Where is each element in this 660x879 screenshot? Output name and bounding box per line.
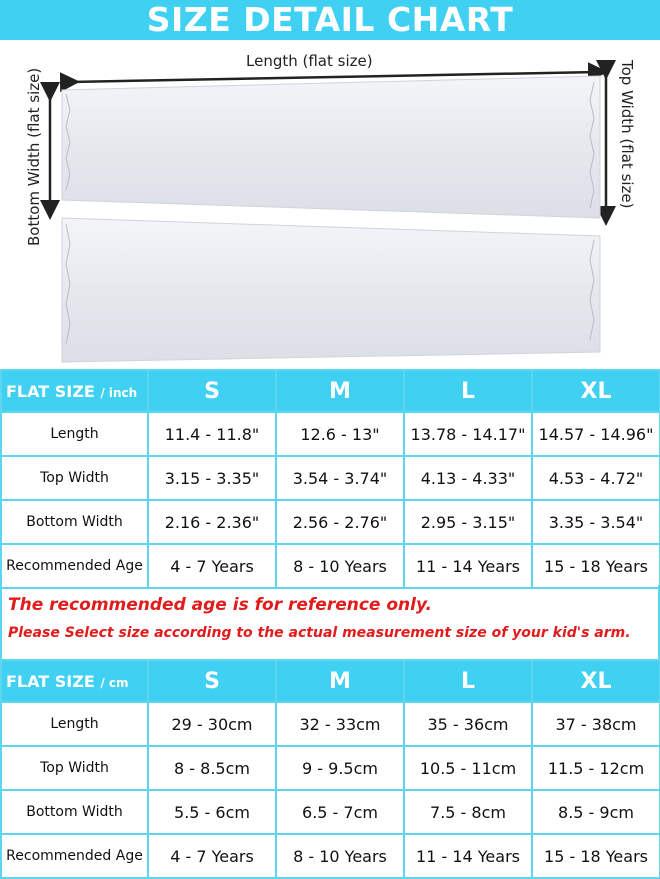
cm-header-unit: / cm: [100, 675, 129, 690]
cm-size-m: M: [276, 660, 404, 702]
row-label: Length: [1, 412, 148, 456]
inch-size-xl: XL: [532, 370, 660, 412]
chart-title-banner: [0, 0, 660, 40]
table-cell: 11 - 14 Years: [404, 834, 532, 878]
sleeve-drawing: [0, 40, 660, 370]
table-cell: 4.53 - 4.72": [532, 456, 660, 500]
table-cell: 3.35 - 3.54": [532, 500, 660, 544]
row-label: Top Width: [1, 456, 148, 500]
table-cell: 11.4 - 11.8": [148, 412, 276, 456]
table-row: [1, 834, 660, 878]
table-cell: 13.78 - 14.17": [404, 412, 532, 456]
row-label: Recommended Age: [1, 544, 148, 588]
sleeve-illustration: [0, 40, 660, 370]
table-cell: 8 - 10 Years: [276, 834, 404, 878]
row-label: Bottom Width: [1, 500, 148, 544]
note-line-1: The recommended age is for reference only.: [8, 595, 432, 615]
reference-note: [0, 585, 660, 659]
table-cell: 9 - 9.5cm: [276, 746, 404, 790]
top-width-label: Top Width (flat size): [618, 60, 636, 209]
table-cell: 12.6 - 13": [276, 412, 404, 456]
table-cell: 11.5 - 12cm: [532, 746, 660, 790]
table-cell: 8 - 10 Years: [276, 544, 404, 588]
cm-header-label: FLAT SIZE: [6, 671, 95, 691]
inch-size-l: L: [404, 370, 532, 412]
table-cell: 6.5 - 7cm: [276, 790, 404, 834]
table-cell: 14.57 - 14.96": [532, 412, 660, 456]
table-row: [1, 412, 660, 456]
table-cell: 35 - 36cm: [404, 702, 532, 746]
table-cell: 3.54 - 3.74": [276, 456, 404, 500]
table-cell: 8 - 8.5cm: [148, 746, 276, 790]
table-cell: 11 - 14 Years: [404, 544, 532, 588]
table-row: [1, 702, 660, 746]
cm-size-s: S: [148, 660, 276, 702]
inch-header-label: FLAT SIZE: [6, 381, 95, 401]
table-cell: 7.5 - 8cm: [404, 790, 532, 834]
table-row: [1, 456, 660, 500]
table-cell: 15 - 18 Years: [532, 544, 660, 588]
inch-size-s: S: [148, 370, 276, 412]
row-label: Recommended Age: [1, 834, 148, 878]
row-label: Length: [1, 702, 148, 746]
inch-header-unit: / inch: [100, 385, 138, 400]
table-cell: 2.16 - 2.36": [148, 500, 276, 544]
table-cell: 29 - 30cm: [148, 702, 276, 746]
table-cell: 4.13 - 4.33": [404, 456, 532, 500]
table-cell: 37 - 38cm: [532, 702, 660, 746]
table-cell: 2.95 - 3.15": [404, 500, 532, 544]
lower-sleeve: [62, 218, 600, 362]
cm-header-row: [1, 660, 660, 702]
note-line-2: Please Select size according to the actual measurement size of your kid's arm.: [8, 625, 631, 641]
table-cell: 15 - 18 Years: [532, 834, 660, 878]
chart-title: SIZE DETAIL CHART: [146, 0, 514, 39]
table-cell: 3.15 - 3.35": [148, 456, 276, 500]
table-row: [1, 500, 660, 544]
row-label: Bottom Width: [1, 790, 148, 834]
table-cell: 5.5 - 6cm: [148, 790, 276, 834]
table-row: [1, 790, 660, 834]
table-cell: 8.5 - 9cm: [532, 790, 660, 834]
inch-size-m: M: [276, 370, 404, 412]
upper-sleeve: [62, 76, 600, 218]
length-label: Length (flat size): [246, 52, 373, 70]
cm-size-l: L: [404, 660, 532, 702]
cm-size-xl: XL: [532, 660, 660, 702]
table-cell: 4 - 7 Years: [148, 544, 276, 588]
row-label: Top Width: [1, 746, 148, 790]
cm-header-corner: [1, 660, 148, 702]
table-row: [1, 544, 660, 588]
cm-size-table: [0, 659, 660, 879]
inch-size-table: [0, 369, 660, 589]
table-cell: 2.56 - 2.76": [276, 500, 404, 544]
bottom-width-label: Bottom Width (flat size): [25, 67, 43, 246]
table-cell: 10.5 - 11cm: [404, 746, 532, 790]
table-cell: 32 - 33cm: [276, 702, 404, 746]
table-cell: 4 - 7 Years: [148, 834, 276, 878]
inch-header-corner: [1, 370, 148, 412]
table-row: [1, 746, 660, 790]
inch-header-row: [1, 370, 660, 412]
